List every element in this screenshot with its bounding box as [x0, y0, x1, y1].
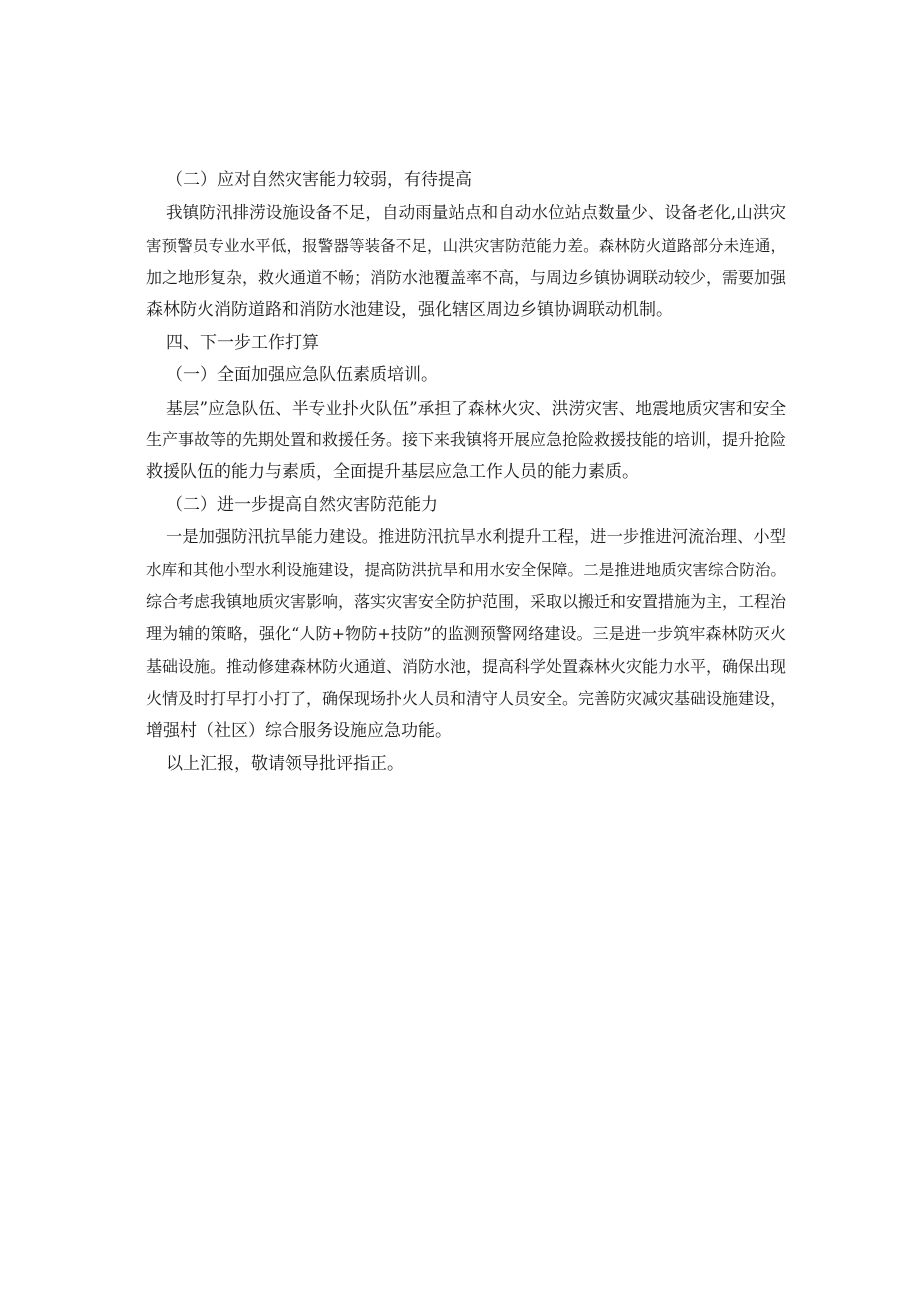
paragraph-line: 基层”应急队伍、半专业扑火队伍”承担了森林火灾、洪涝灾害、地震地质灾害和安全 — [166, 398, 787, 418]
closing-remark: 以上汇报，敬请领导批评指正。 — [166, 754, 404, 774]
paragraph-line: 救援队伍的能力与素质，全面提升基层应急工作人员的能力素质。 — [146, 462, 639, 482]
section-heading-disaster-capacity: （二）应对自然灾害能力较弱，有待提高 — [166, 170, 472, 190]
paragraph-line: 理为辅的策略，强化“人防+物防+技防”的监测预警网络建设。三是进一步筑牢森林防灭火 — [146, 624, 786, 643]
paragraph-line: 我镇防汛排涝设施设备不足，自动雨量站点和自动水位站点数量少、设备老化,山洪灾 — [166, 203, 786, 222]
paragraph-line: 综合考虑我镇地质灾害影响，落实灾害安全防护范围，采取以搬迁和安置措施为主，工程治 — [146, 592, 787, 611]
paragraph-line: 生产事故等的先期处置和救援任务。接下来我镇将开展应急抢险救援技能的培训，提升抢险 — [146, 430, 787, 449]
paragraph-line: 一是加强防汛抗旱能力建设。推进防汛抗旱水利提升工程，进一步推进河流治理、小型 — [166, 527, 786, 546]
paragraph-line: 害预警员专业水平低，报警器等装备不足，山洪灾害防范能力差。森林防火道路部分未连通， — [146, 237, 786, 255]
paragraph-line: 增强村（社区）综合服务设施应急功能。 — [146, 721, 452, 741]
paragraph-line: 森林防火消防道路和消防水池建设，强化辖区周边乡镇协调联动机制。 — [146, 300, 673, 320]
paragraph-line: 火情及时打早打小打了，确保现场扑火人员和清守人员安全。完善防灾减灾基础设施建设， — [146, 689, 787, 708]
subsection-heading-prevention: （二）进一步提高自然灾害防范能力 — [166, 495, 438, 515]
paragraph-line: 基础设施。推动修建森林防火通道、消防水池，提高科学处置森林火灾能力水平，确保出现 — [146, 657, 787, 676]
subsection-heading-training: （一）全面加强应急队伍素质培训。 — [166, 365, 438, 385]
paragraph-line: 加之地形复杂，救火通道不畅；消防水池覆盖率不高，与周边乡镇协调联动较少，需要加强 — [146, 268, 787, 287]
paragraph-line: 水库和其他小型水利设施建设，提高防洪抗旱和用水安全保障。二是推进地质灾害综合防治。 — [146, 561, 786, 579]
section-heading-next-steps: 四、下一步工作打算 — [166, 333, 319, 353]
